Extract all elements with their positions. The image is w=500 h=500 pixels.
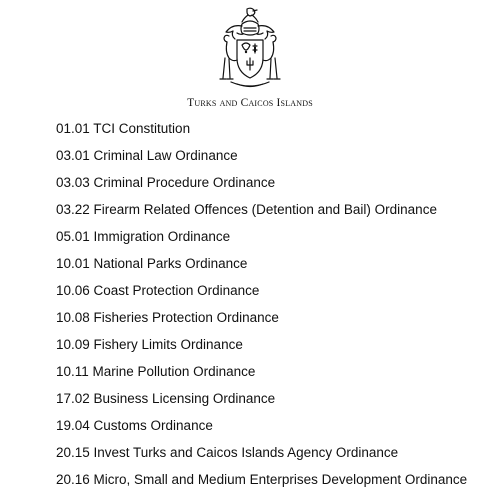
law-item: 20.15 Invest Turks and Caicos Islands Agency Ordinance — [56, 445, 399, 460]
law-item: 10.09 Fishery Limits Ordinance — [56, 337, 243, 352]
law-item: 03.22 Firearm Related Offences (Detention and Bail) Ordinance — [56, 202, 437, 217]
law-item: 20.16 Micro, Small and Medium Enterprises Development Ordinance — [56, 472, 468, 487]
law-item: 03.03 Criminal Procedure Ordinance — [56, 175, 276, 190]
law-item: 05.01 Immigration Ordinance — [56, 229, 231, 244]
law-item: 10.08 Fisheries Protection Ordinance — [56, 310, 279, 325]
law-item: 19.04 Customs Ordinance — [56, 418, 213, 433]
law-item: 10.01 National Parks Ordinance — [56, 256, 248, 271]
law-item: 17.02 Business Licensing Ordinance — [56, 391, 276, 406]
jurisdiction-title: Turks and Caicos Islands — [187, 97, 313, 109]
law-item: 01.01 TCI Constitution — [56, 121, 191, 136]
law-item: 10.11 Marine Pollution Ordinance — [56, 364, 256, 379]
coat-of-arms-icon — [207, 6, 293, 96]
law-list — [56, 119, 467, 497]
law-item: 10.06 Coast Protection Ordinance — [56, 283, 260, 298]
law-item: 03.01 Criminal Law Ordinance — [56, 148, 238, 163]
